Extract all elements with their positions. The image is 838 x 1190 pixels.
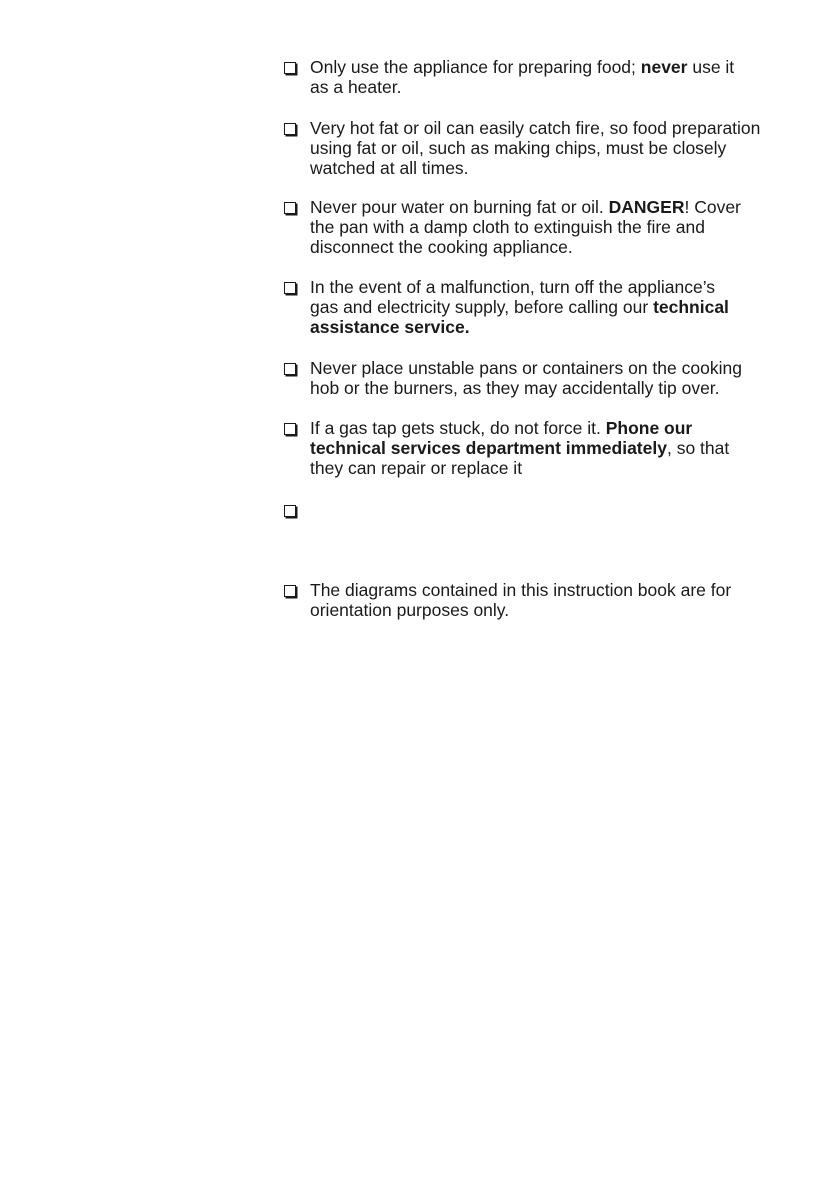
checkbox-bullet-icon	[284, 123, 296, 135]
text-run: gas and electricity supply, before calling our	[310, 297, 654, 317]
checkbox-bullet-icon	[284, 505, 296, 517]
checkbox-bullet-icon	[284, 202, 296, 214]
note-line	[310, 297, 810, 317]
bold-run: assistance service.	[310, 317, 470, 337]
note-line	[310, 197, 810, 217]
note-text	[310, 580, 810, 620]
text-run: orientation purposes only.	[310, 600, 510, 620]
text-run: the pan with a damp cloth to extinguish the fire and	[310, 217, 705, 237]
note-line	[310, 600, 810, 620]
note-line	[310, 77, 810, 97]
text-run: ! Cover	[684, 197, 741, 217]
text-run: Never pour water on burning fat or oil.	[310, 197, 609, 217]
note-line	[310, 378, 810, 398]
note-line	[310, 217, 810, 237]
text-run: disconnect the cooking appliance.	[310, 237, 573, 257]
note-line	[310, 580, 810, 600]
text-run: Only use the appliance for preparing food;	[310, 57, 641, 77]
text-run: watched at all times.	[310, 158, 469, 178]
bold-run: never	[640, 57, 688, 77]
note-line	[310, 317, 810, 337]
text-run: hob or the burners, as they may accidentally tip over.	[310, 378, 720, 398]
note-text	[310, 197, 810, 257]
text-run: The diagrams contained in this instruction book are for	[310, 580, 732, 600]
note-line	[310, 358, 810, 378]
note-line	[310, 138, 810, 158]
note-text	[310, 57, 810, 97]
text-run: they can repair or replace it	[310, 458, 523, 478]
note-line	[310, 158, 810, 178]
bold-run: technical services department immediately	[310, 438, 667, 458]
note-text	[310, 358, 810, 398]
note-line	[310, 237, 810, 257]
text-run: If a gas tap gets stuck, do not force it.	[310, 418, 606, 438]
text-run: using fat or oil, such as making chips, must be closely	[310, 138, 727, 158]
checkbox-bullet-icon	[284, 282, 296, 294]
note-text	[310, 277, 810, 337]
note-line	[310, 438, 810, 458]
text-run: Never place unstable pans or containers on the cooking	[310, 358, 742, 378]
bold-run: technical	[653, 297, 729, 317]
text-run: as a heater.	[310, 77, 402, 97]
note-line	[310, 57, 810, 77]
checkbox-bullet-icon	[284, 363, 296, 375]
text-run: use it	[687, 57, 735, 77]
checkbox-bullet-icon	[284, 62, 296, 74]
note-line	[310, 118, 810, 138]
note-line	[310, 277, 810, 297]
note-line	[310, 458, 810, 478]
checkbox-bullet-icon	[284, 585, 296, 597]
bold-run: Phone our	[605, 418, 693, 438]
note-text	[310, 118, 810, 178]
note-line	[310, 418, 810, 438]
text-run: Very hot fat or oil can easily catch fire, so food preparation	[310, 118, 761, 138]
note-text	[310, 418, 810, 478]
bold-run: DANGER	[608, 197, 685, 217]
text-run: , so that	[666, 438, 730, 458]
checkbox-bullet-icon	[284, 423, 296, 435]
text-run: In the event of a malfunction, turn off the appliance’s	[310, 277, 716, 297]
